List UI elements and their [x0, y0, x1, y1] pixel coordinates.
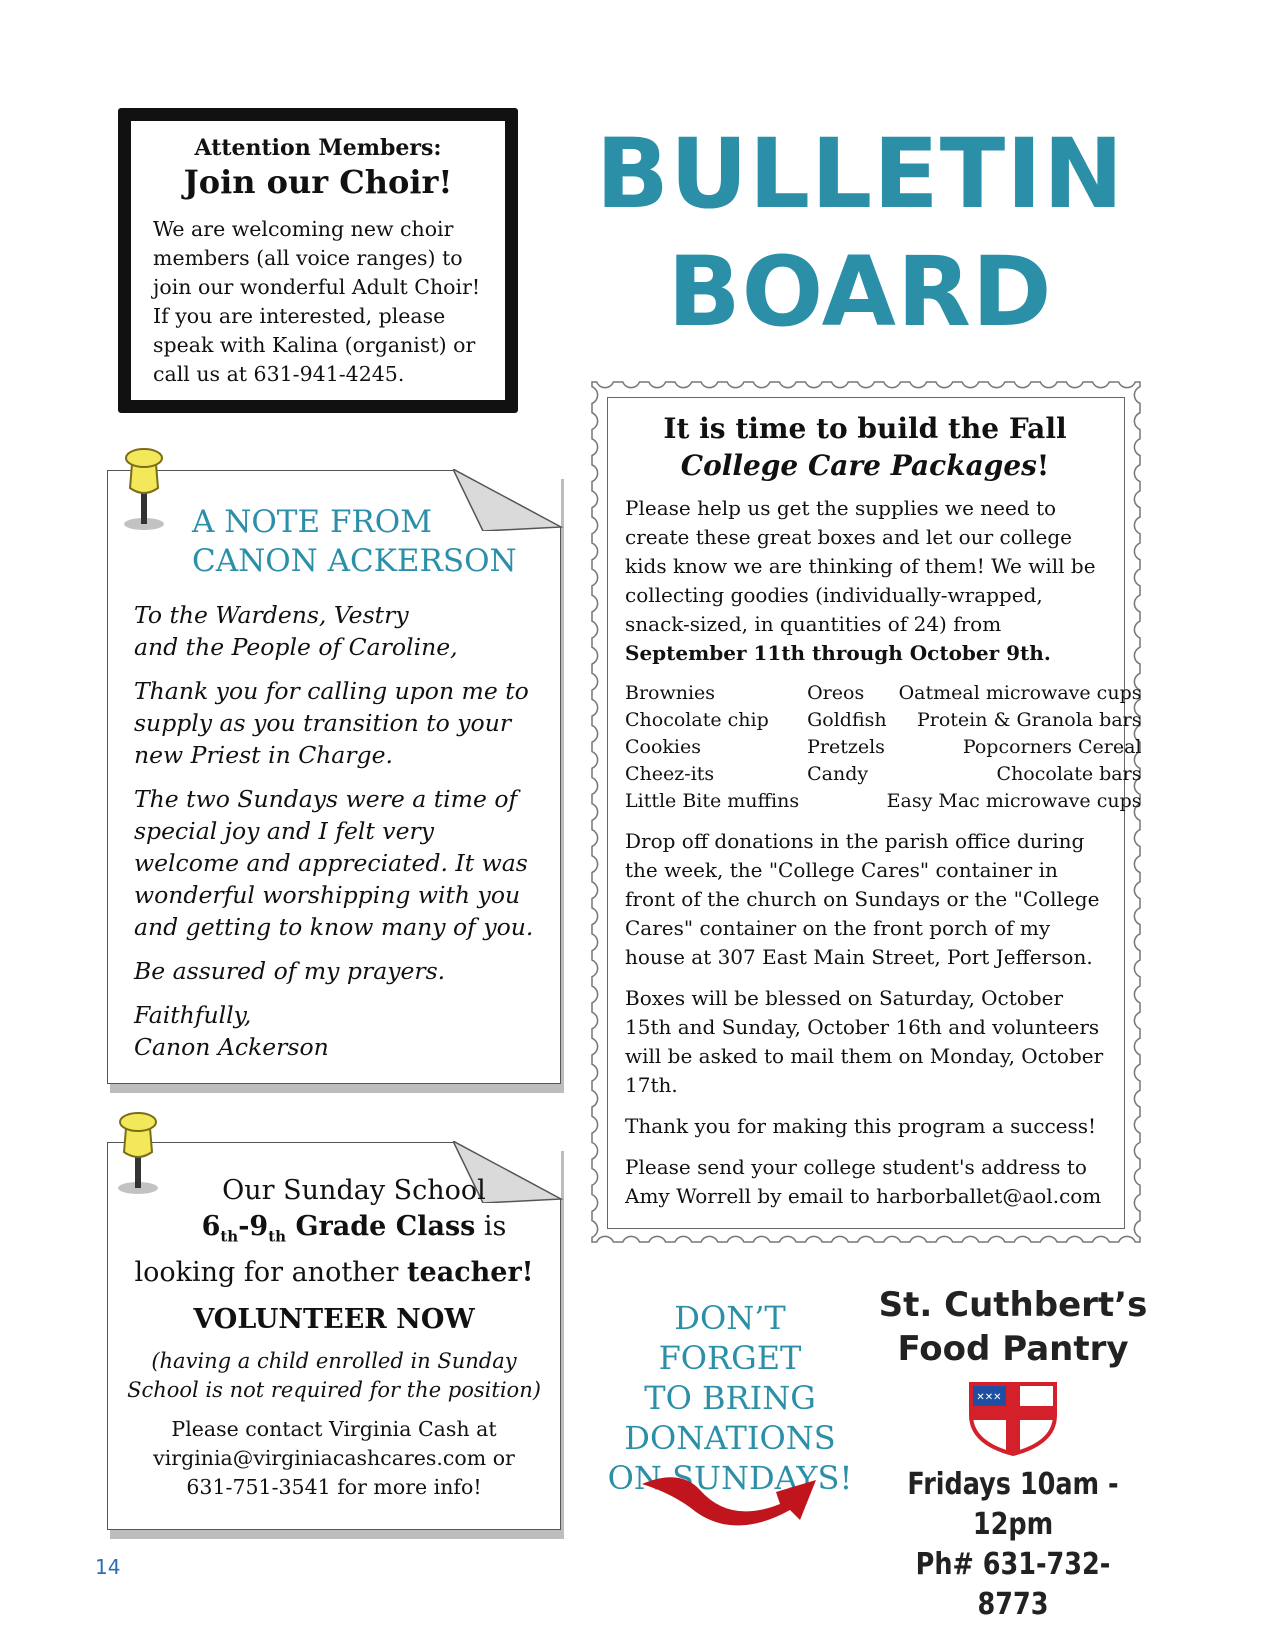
snack-item: Candy [807, 763, 869, 785]
snack-items-row [625, 680, 1141, 707]
school-looking-line [118, 1254, 550, 1292]
care-title-line1: It is time to build the Fall [663, 412, 1067, 445]
svg-text:✕✕✕: ✕✕✕ [976, 1392, 1002, 1403]
canon-para1: Thank you for calling upon me to supply as you transition to your new Priest in Charge. [134, 677, 529, 769]
care-title-line2: College Care Packages [680, 449, 1037, 482]
canon-heading-line1: A NOTE FROM [192, 504, 432, 540]
snack-items-table [625, 680, 1141, 815]
food-pantry-block [868, 1283, 1158, 1625]
choir-attention: Attention Members: [194, 135, 442, 161]
snack-item: Cookies [625, 736, 701, 758]
salutation-line1: To the Wardens, Vestry [134, 601, 409, 629]
care-intro-text: Please help us get the supplies we need to create these great boxes and let our college kids know we are thinking of them! We will be collecting goodies (individually-wrapped, snack-sized, in quantities of 24) from [625, 496, 1096, 636]
episcopal-shield-icon [968, 1381, 1058, 1457]
looking-text: looking for another [134, 1257, 408, 1289]
care-intro-dates: September 11th through October 9th. [625, 641, 1051, 665]
school-grade-line [118, 1209, 550, 1254]
care-packages-title [625, 410, 1105, 484]
choir-body: We are welcoming new choir members (all voice ranges) to join our wonderful Adult Choir! If you are interested, please speak with Kalina (organist) or call us at 631-941-4245. [153, 217, 481, 386]
choir-title: Join our Choir! [183, 163, 453, 201]
grade-th2: th [268, 1227, 287, 1246]
snack-item: Cheez-its [625, 763, 715, 785]
care-blessed: Boxes will be blessed on Saturday, October 15th and Sunday, October 16th and volunteers will be asked to mail them on Monday, October 17th. [625, 986, 1104, 1097]
sunday-school-note [107, 1142, 561, 1530]
snack-item: Brownies [625, 682, 716, 704]
grade-th1: th [220, 1227, 239, 1246]
care-packages-section [625, 410, 1142, 1223]
school-note: (having a child enrolled in Sunday School is not required for the position) [127, 1349, 541, 1403]
snack-items-row [625, 788, 1141, 815]
care-thanks: Thank you for making this program a success! [625, 1114, 1097, 1138]
snack-item: Little Bite muffins [625, 790, 800, 812]
school-line1: Our Sunday School [222, 1175, 486, 1206]
canon-note-text [134, 599, 544, 1075]
volunteer-now: VOLUNTEER NOW [193, 1304, 475, 1336]
snack-item: Easy Mac microwave cups [886, 790, 1142, 812]
canon-para3: Be assured of my prayers. [134, 957, 446, 985]
canon-heading-line2: CANON ACKERSON [192, 543, 517, 579]
care-dropoff: Drop off donations in the parish office during the week, the "College Cares" container in front of the church on Sundays or the "College Cares" container on the front porch of my house at 307 East Main Street, Port Jefferson. [625, 829, 1100, 969]
care-intro [625, 494, 1105, 668]
dont-forget-line3: DONATIONS [624, 1419, 836, 1457]
pantry-phone: Ph# 631-732-8773 [915, 1547, 1111, 1622]
pantry-hours: Fridays 10am - 12pm [907, 1467, 1119, 1542]
dont-forget-line1: DON’T FORGET [658, 1299, 802, 1377]
snack-item: Chocolate chip [625, 709, 769, 731]
canon-note-heading [192, 503, 517, 581]
care-send: Please send your college student's address to Amy Worrell by email to harborballet@aol.com [625, 1155, 1102, 1208]
snack-item: Protein & Granola bars [916, 709, 1142, 731]
grade-is: is [475, 1211, 507, 1242]
canon-note [107, 470, 561, 1084]
bulletin-title-line2: BOARD [667, 236, 1053, 348]
push-pin-icon [118, 444, 170, 532]
signature: Canon Ackerson [134, 1033, 329, 1061]
salutation-line2: and the People of Caroline, [134, 633, 458, 661]
dont-forget-line2: TO BRING [644, 1379, 816, 1417]
dont-forget-line4: ON SUNDAYS! [607, 1459, 853, 1497]
teacher-text: teacher! [407, 1257, 534, 1289]
snack-item: Pretzels [807, 736, 885, 758]
choir-announcement-box [118, 108, 518, 413]
snack-item: Chocolate bars [996, 763, 1142, 785]
snack-items-row [625, 734, 1141, 761]
pantry-name-line2: Food Pantry [897, 1329, 1129, 1369]
push-pin-icon [112, 1108, 164, 1196]
snack-item [799, 788, 887, 815]
snack-items-row [625, 761, 1141, 788]
pantry-name-line1: St. Cuthbert’s [878, 1285, 1148, 1325]
snack-item: Popcorners Cereal [962, 736, 1142, 758]
care-title-bang: ! [1036, 449, 1050, 482]
sunday-school-text [118, 1173, 550, 1502]
bulletin-title-line1: BULLETIN [595, 118, 1125, 230]
school-contact: Please contact Virginia Cash at virginia@virginiacashcares.com or 631-751-3541 for more info! [153, 1417, 515, 1500]
snack-item: Goldfish [807, 709, 887, 731]
closing: Faithfully, [134, 1001, 252, 1029]
snack-items-row [625, 707, 1141, 734]
grade-class: Grade Class [286, 1211, 476, 1242]
canon-para2: The two Sundays were a time of special joy and I felt very welcome and appreciated. It was wonderful worshipping with you and getting to know many of you. [134, 785, 534, 941]
red-arrow-icon [640, 1460, 820, 1540]
grade-6: 6 [201, 1211, 221, 1242]
page-number: 14 [95, 1555, 121, 1579]
snack-item: Oatmeal microwave cups [898, 682, 1142, 704]
snack-item: Oreos [807, 682, 865, 704]
grade-9: -9 [238, 1211, 269, 1242]
